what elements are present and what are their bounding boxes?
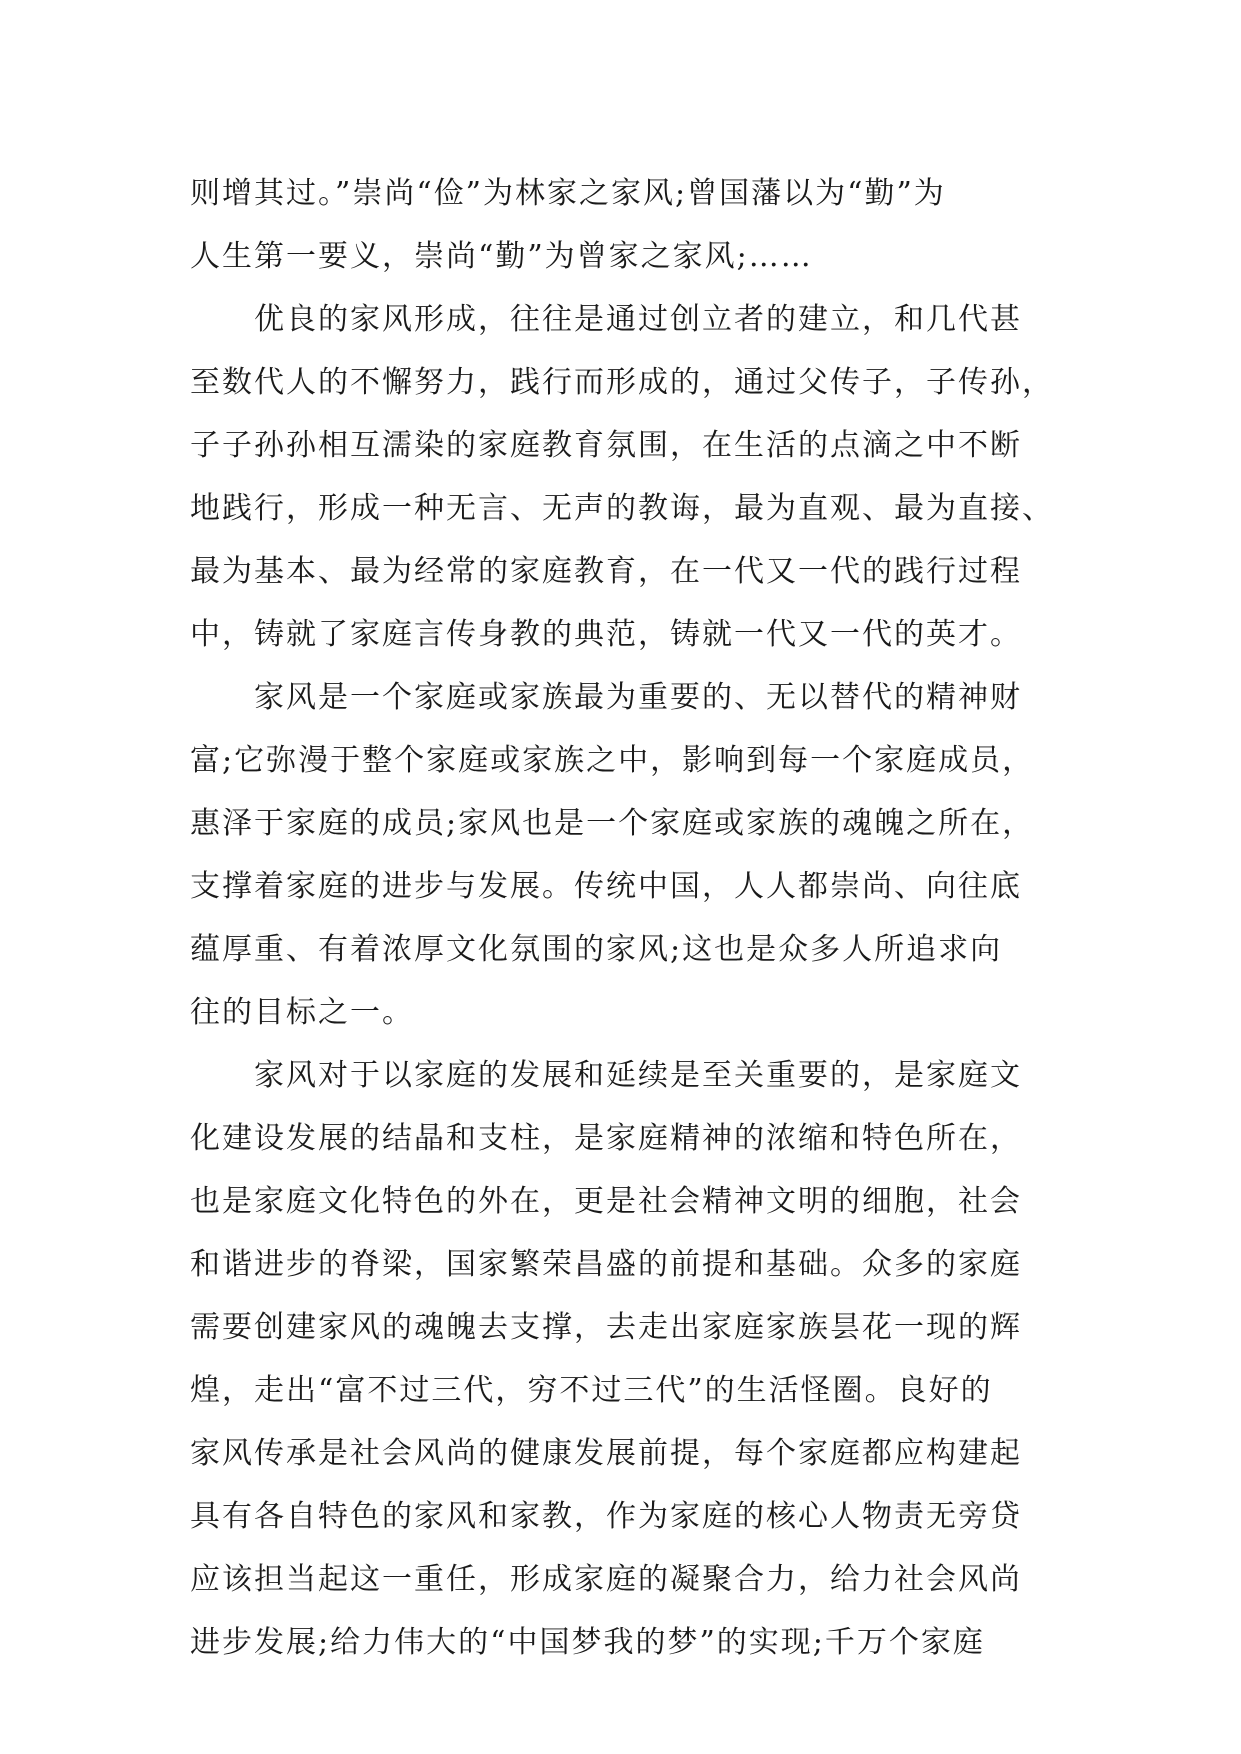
text-line: 富;它弥漫于整个家庭或家族之中，影响到每一个家庭成员， <box>190 743 1035 778</box>
text-line: 人生第一要义，崇尚“勤”为曾家之家风;…… <box>190 239 813 274</box>
text-line: 地践行，形成一种无言、无声的教诲，最为直观、最为直接、 <box>190 491 1054 526</box>
text-line: 蕴厚重、有着浓厚文化氛围的家风;这也是众多人所追求向 <box>190 932 1003 967</box>
paragraph-first-line: 家风是一个家庭或家族最为重要的、无以替代的精神财 <box>254 680 1022 715</box>
text-line: 家风传承是社会风尚的健康发展前提，每个家庭都应构建起 <box>190 1436 1022 1471</box>
text-line: 应该担当起这一重任，形成家庭的凝聚合力，给力社会风尚 <box>190 1562 1022 1597</box>
paragraph-first-line: 优良的家风形成，往往是通过创立者的建立，和几代甚 <box>254 302 1022 337</box>
paragraph-first-line: 家风对于以家庭的发展和延续是至关重要的，是家庭文 <box>254 1058 1022 1093</box>
text-line: 和谐进步的脊梁，国家繁荣昌盛的前提和基础。众多的家庭 <box>190 1247 1022 1282</box>
text-line: 则增其过。”崇尚“俭”为林家之家风;曾国藩以为“勤”为 <box>190 176 946 211</box>
document-body <box>190 162 1070 1674</box>
text-line: 需要创建家风的魂魄去支撑，去走出家庭家族昙花一现的辉 <box>190 1310 1022 1345</box>
text-line: 煌，走出“富不过三代，穷不过三代”的生活怪圈。良好的 <box>190 1373 993 1408</box>
text-line: 进步发展;给力伟大的“中国梦我的梦”的实现;千万个家庭 <box>190 1625 985 1660</box>
text-line: 也是家庭文化特色的外在，更是社会精神文明的细胞，社会 <box>190 1184 1022 1219</box>
text-line: 子子孙孙相互濡染的家庭教育氛围，在生活的点滴之中不断 <box>190 428 1022 463</box>
text-line: 至数代人的不懈努力，践行而形成的，通过父传子，子传孙， <box>190 365 1054 400</box>
text-line: 中，铸就了家庭言传身教的典范，铸就一代又一代的英才。 <box>190 617 1022 652</box>
text-line: 支撑着家庭的进步与发展。传统中国，人人都崇尚、向往底 <box>190 869 1022 904</box>
text-line: 化建设发展的结晶和支柱，是家庭精神的浓缩和特色所在， <box>190 1121 1022 1156</box>
text-line: 具有各自特色的家风和家教，作为家庭的核心人物责无旁贷 <box>190 1499 1022 1534</box>
text-line: 最为基本、最为经常的家庭教育，在一代又一代的践行过程 <box>190 554 1022 589</box>
text-line: 往的目标之一。 <box>190 995 414 1030</box>
text-line: 惠泽于家庭的成员;家风也是一个家庭或家族的魂魄之所在， <box>190 806 1035 841</box>
